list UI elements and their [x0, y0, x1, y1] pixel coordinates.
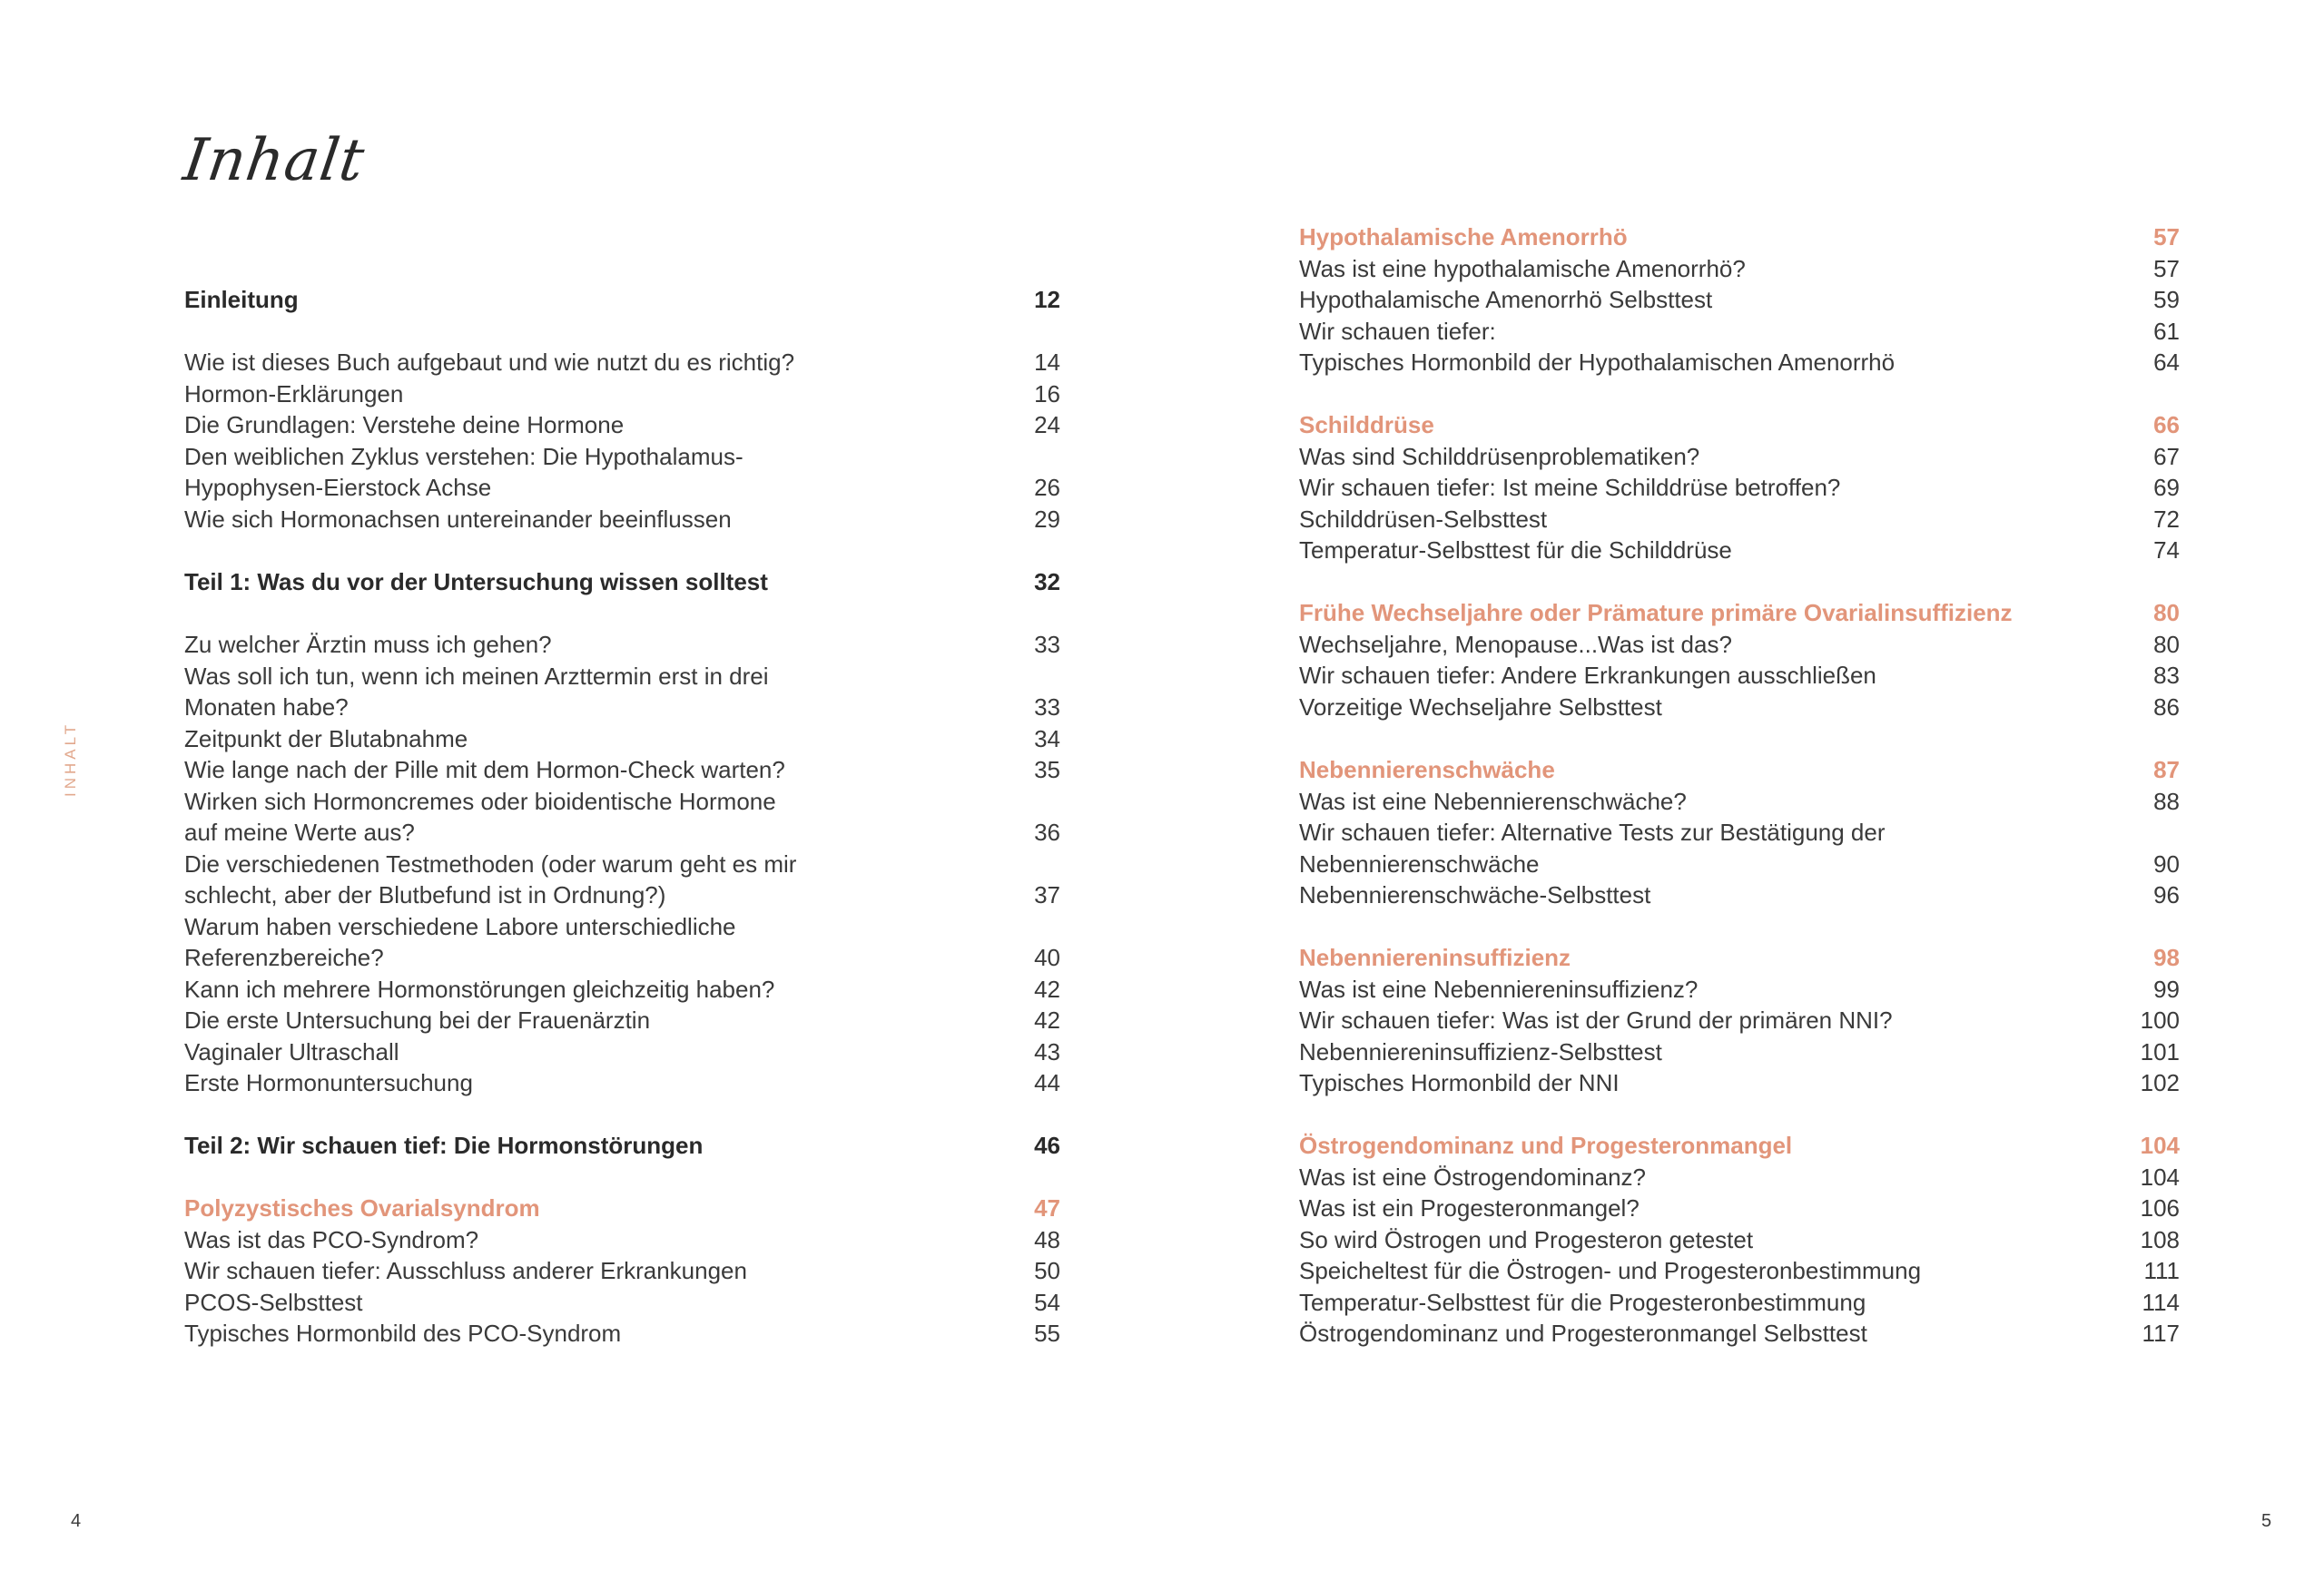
toc-entry-page: 74 [2153, 536, 2180, 564]
toc-entry-title: Was ist ein Progesteronmangel? [1299, 1194, 1640, 1222]
toc-entry-title: Einleitung [184, 286, 299, 313]
toc-entry-title: Nebenniereninsuffizienz [1299, 944, 1571, 971]
toc-entry-title: schlecht, aber der Blutbefund ist in Ordnung?) [184, 881, 666, 908]
toc-entry-title: Erste Hormonuntersuchung [184, 1069, 473, 1096]
toc-entry-title: Wie ist dieses Buch aufgebaut und wie nutzt du es richtig? [184, 349, 795, 376]
toc-entry-page: 117 [2142, 1320, 2180, 1347]
toc-entry-title: Wir schauen tiefer: Andere Erkrankungen ausschließen [1299, 662, 1876, 689]
toc-entry-title: Was sind Schilddrüsenproblematiken? [1299, 442, 1700, 470]
toc-entry-page: 66 [2153, 411, 2180, 438]
toc-entry-page: 111 [2143, 1257, 2180, 1284]
toc-entry-page: 101 [2140, 1037, 2180, 1065]
toc-entry-title: Wechseljahre, Menopause...Was ist das? [1299, 630, 1732, 658]
toc-entry-page: 108 [2140, 1225, 2180, 1253]
toc-entry-page: 44 [1034, 1069, 1060, 1096]
toc-entry-title: Was soll ich tun, wenn ich meinen Arzttermin erst in drei [184, 662, 769, 690]
toc-entry-title: Östrogendominanz und Progesteronmangel Selbsttest [1299, 1320, 1867, 1347]
page-number-right: 5 [2261, 1511, 2272, 1531]
toc-entry-page: 72 [2153, 505, 2180, 533]
toc-entry-title: Temperatur-Selbsttest für die Progesteronbestimmung [1299, 1288, 1866, 1316]
toc-entry-title: Was ist eine Nebennierenschwäche? [1299, 787, 1687, 815]
toc-entry-page: 83 [2153, 662, 2180, 689]
toc-entry-title: Die Grundlagen: Verstehe deine Hormone [184, 411, 625, 438]
toc-entry-title: Die erste Untersuchung bei der Frauenärztin [184, 1007, 651, 1034]
toc-entry-page: 69 [2153, 474, 2180, 501]
toc-entry-title: Nebennierenschwäche [1299, 756, 1555, 783]
toc-entry-title: Typisches Hormonbild der NNI [1299, 1069, 1620, 1096]
toc-entry-title: Was ist eine Östrogendominanz? [1299, 1163, 1647, 1191]
toc-entry-title: Vorzeitige Wechseljahre Selbsttest [1299, 692, 1662, 721]
toc-entry-title: Wie lange nach der Pille mit dem Hormon-Check warten? [184, 756, 785, 783]
toc-entry-page: 104 [2140, 1163, 2180, 1191]
toc-entry-title: Den weiblichen Zyklus verstehen: Die Hypothalamus- [184, 442, 743, 470]
toc-entry-title: Vaginaler Ultraschall [184, 1037, 399, 1065]
toc-entry-title: Schilddrüse [1299, 411, 1434, 438]
toc-entry-page: 46 [1034, 1132, 1060, 1159]
toc-entry-title: Wir schauen tiefer: Was ist der Grund der primären NNI? [1299, 1007, 1893, 1034]
toc-entry-title: auf meine Werte aus? [184, 819, 415, 846]
toc-entry-page: 16 [1034, 379, 1060, 408]
toc-entry-title: Typisches Hormonbild der Hypothalamischen Amenorrhö [1299, 349, 1896, 376]
toc-entry-page: 33 [1034, 693, 1060, 721]
toc-entry-page: 104 [2140, 1132, 2180, 1159]
toc-entry-title: Temperatur-Selbsttest für die Schilddrüse [1299, 536, 1732, 564]
toc-entry-title: Die verschiedenen Testmethoden (oder warum geht es mir [184, 849, 797, 878]
toc-entry-page: 42 [1034, 975, 1060, 1003]
toc-entry-title: Nebenniereninsuffizienz-Selbsttest [1299, 1037, 1662, 1065]
toc-entry-title: Frühe Wechseljahre oder Prämature primäre Ovarialinsuffizienz [1299, 599, 2013, 626]
toc-entry-title: PCOS-Selbsttest [184, 1288, 363, 1316]
toc-entry-page: 57 [2153, 223, 2180, 250]
toc-entry-title: Typisches Hormonbild des PCO-Syndrom [184, 1320, 622, 1347]
toc-entry-page: 98 [2153, 944, 2180, 971]
toc-entry-page: 88 [2153, 787, 2180, 815]
toc-entry-title: Speicheltest für die Östrogen- und Progesteronbestimmung [1299, 1257, 1922, 1284]
toc-entry-page: 96 [2153, 881, 2180, 908]
toc-entry-title: Was ist das PCO-Syndrom? [184, 1225, 479, 1253]
toc-entry-title: So wird Östrogen und Progesteron getestet [1299, 1225, 1754, 1253]
toc-entry-title: Schilddrüsen-Selbsttest [1299, 505, 1548, 533]
toc-entry-page: 47 [1034, 1194, 1060, 1222]
page-title: Inhalt [179, 127, 369, 194]
toc-entry-title: Zu welcher Ärztin muss ich gehen? [184, 631, 552, 658]
toc-entry-page: 54 [1034, 1288, 1060, 1316]
toc-entry-page: 80 [2153, 599, 2180, 626]
toc-entry-title: Wir schauen tiefer: Ausschluss anderer Erkrankungen [184, 1257, 747, 1284]
toc-entry-title: Nebennierenschwäche [1299, 849, 1540, 878]
toc-entry-title: Wir schauen tiefer: Ist meine Schilddrüse betroffen? [1299, 474, 1841, 501]
toc-entry-page: 55 [1034, 1320, 1060, 1347]
toc-entry-page: 80 [2153, 630, 2180, 658]
toc-entry-page: 14 [1034, 349, 1060, 376]
toc-entry-title: Östrogendominanz und Progesteronmangel [1299, 1132, 1793, 1159]
toc-entry-page: 29 [1034, 505, 1060, 533]
toc-entry-title: Wirken sich Hormoncremes oder bioidentische Hormone [184, 787, 776, 815]
toc-entry-title: Hypothalamische Amenorrhö Selbsttest [1299, 286, 1713, 313]
toc-entry-page: 26 [1034, 474, 1060, 501]
toc-entry-title: Wie sich Hormonachsen untereinander beeinflussen [184, 505, 732, 533]
toc-entry-page: 34 [1034, 724, 1060, 752]
toc-entry-page: 12 [1034, 286, 1060, 313]
toc-entry-title: Was ist eine Nebenniereninsuffizienz? [1299, 975, 1699, 1003]
toc-entry-page: 59 [2153, 286, 2180, 313]
toc-entry-page: 43 [1034, 1037, 1060, 1065]
toc-entry-title: Nebennierenschwäche-Selbsttest [1299, 881, 1651, 908]
toc-entry-page: 37 [1034, 881, 1060, 908]
toc-entry-page: 61 [2153, 317, 2180, 345]
toc-entry-title: Teil 1: Was du vor der Untersuchung wissen solltest [184, 568, 768, 595]
toc-entry-page: 57 [2153, 254, 2180, 282]
toc-entry-page: 86 [2153, 692, 2180, 721]
toc-entry-title: Wir schauen tiefer: [1299, 317, 1496, 345]
toc-entry-page: 99 [2153, 975, 2180, 1003]
toc-entry-title: Monaten habe? [184, 693, 349, 721]
toc-entry-title: Hypophysen-Eierstock Achse [184, 474, 492, 501]
toc-entry-page: 32 [1034, 568, 1060, 595]
toc-entry-page: 50 [1034, 1257, 1060, 1284]
toc-entry-page: 33 [1034, 631, 1060, 658]
toc-entry-title: Wir schauen tiefer: Alternative Tests zur Bestätigung der [1299, 819, 1886, 846]
toc-entry-page: 114 [2142, 1288, 2180, 1316]
toc-entry-page: 100 [2140, 1007, 2180, 1034]
toc-entry-page: 24 [1034, 411, 1060, 438]
side-section-label: INHALT [62, 721, 79, 797]
toc-entry-title: Hormon-Erklärungen [184, 379, 404, 408]
toc-entry-page: 48 [1034, 1225, 1060, 1253]
toc-entry-title: Teil 2: Wir schauen tief: Die Hormonstörungen [184, 1132, 704, 1159]
toc-entry-title: Zeitpunkt der Blutabnahme [184, 724, 468, 752]
toc-entry-title: Was ist eine hypothalamische Amenorrhö? [1299, 254, 1746, 282]
toc-entry-page: 90 [2153, 849, 2180, 878]
toc-entry-page: 102 [2140, 1069, 2180, 1096]
toc-entry-title: Referenzbereiche? [184, 944, 384, 971]
toc-entry-page: 40 [1034, 944, 1060, 971]
toc-entry-title: Kann ich mehrere Hormonstörungen gleichzeitig haben? [184, 975, 775, 1003]
page-number-left: 4 [71, 1511, 82, 1531]
toc-entry-page: 106 [2140, 1194, 2180, 1222]
toc-entry-page: 42 [1034, 1007, 1060, 1034]
toc-entry-title: Warum haben verschiedene Labore unterschiedliche [184, 912, 736, 940]
toc-entry-title: Polyzystisches Ovarialsyndrom [184, 1194, 540, 1222]
toc-entry-page: 35 [1034, 756, 1060, 783]
toc-entry-page: 67 [2153, 442, 2180, 470]
toc-entry-page: 36 [1034, 819, 1060, 846]
toc-entry-page: 87 [2153, 756, 2180, 783]
toc-entry-page: 64 [2153, 349, 2180, 376]
toc-entry-title: Hypothalamische Amenorrhö [1299, 223, 1628, 250]
